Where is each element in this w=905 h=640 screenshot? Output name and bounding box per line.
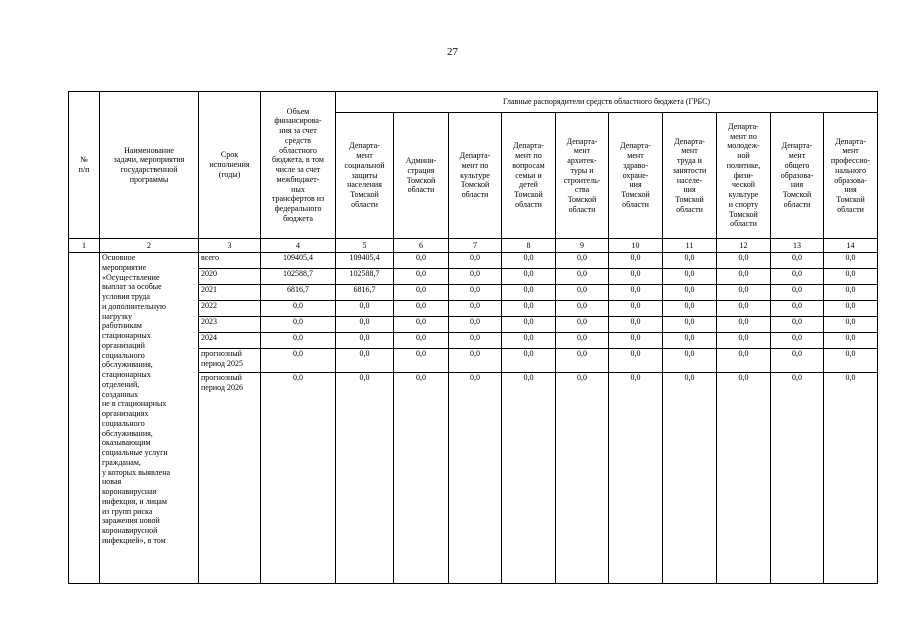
value-cell: 0,0 — [663, 253, 717, 269]
value-cell: 0,0 — [502, 373, 556, 584]
value-cell: 0,0 — [556, 253, 609, 269]
value-cell: 0,0 — [717, 253, 771, 269]
value-cell: 0,0 — [336, 373, 394, 584]
column-number: 11 — [663, 239, 717, 253]
value-cell: 0,0 — [824, 301, 878, 317]
value-cell: 0,0 — [502, 333, 556, 349]
header-department: Департа- мент по культуре Томской области — [449, 113, 502, 239]
header-department: Департа- мент социальной защиты населения Томской области — [336, 113, 394, 239]
row-index-cell — [69, 253, 100, 584]
value-cell: 109405,4 — [336, 253, 394, 269]
value-cell: 0,0 — [824, 269, 878, 285]
value-cell: 0,0 — [394, 269, 449, 285]
value-cell: 0,0 — [717, 333, 771, 349]
value-cell: 0,0 — [261, 373, 336, 584]
period-cell: всего — [199, 253, 261, 269]
column-number: 6 — [394, 239, 449, 253]
header-grbs: Главные распорядители средств областного бюджета (ГРБС) — [336, 92, 878, 113]
value-cell: 0,0 — [449, 301, 502, 317]
value-cell: 0,0 — [824, 349, 878, 373]
value-cell: 0,0 — [556, 373, 609, 584]
period-cell: 2024 — [199, 333, 261, 349]
value-cell: 0,0 — [336, 333, 394, 349]
period-cell: 2021 — [199, 285, 261, 301]
header-department: Департа- мент профессио- нального образова- ния Томской области — [824, 113, 878, 239]
value-cell: 0,0 — [771, 253, 824, 269]
value-cell: 0,0 — [502, 349, 556, 373]
value-cell: 0,0 — [502, 253, 556, 269]
value-cell: 6816,7 — [261, 285, 336, 301]
value-cell: 0,0 — [449, 349, 502, 373]
column-number: 3 — [199, 239, 261, 253]
value-cell: 0,0 — [771, 317, 824, 333]
value-cell: 0,0 — [609, 333, 663, 349]
header-department: Департа- мент труда и занятости населе- ния Томской области — [663, 113, 717, 239]
value-cell: 102588,7 — [336, 269, 394, 285]
value-cell: 0,0 — [771, 333, 824, 349]
value-cell: 0,0 — [824, 285, 878, 301]
value-cell: 0,0 — [824, 333, 878, 349]
value-cell: 0,0 — [717, 349, 771, 373]
value-cell: 0,0 — [502, 301, 556, 317]
value-cell: 0,0 — [394, 349, 449, 373]
value-cell: 0,0 — [502, 317, 556, 333]
value-cell: 0,0 — [556, 269, 609, 285]
value-cell: 0,0 — [449, 373, 502, 584]
value-cell: 0,0 — [717, 301, 771, 317]
value-cell: 0,0 — [663, 373, 717, 584]
column-number: 4 — [261, 239, 336, 253]
header-department: Департа- мент по молодеж- ной политике, физи- ческой культуре и спорту Томской области — [717, 113, 771, 239]
value-cell: 0,0 — [824, 373, 878, 584]
value-cell: 0,0 — [394, 317, 449, 333]
value-cell: 6816,7 — [336, 285, 394, 301]
value-cell: 0,0 — [609, 349, 663, 373]
value-cell: 0,0 — [394, 333, 449, 349]
value-cell: 0,0 — [824, 317, 878, 333]
column-number: 9 — [556, 239, 609, 253]
value-cell: 0,0 — [663, 285, 717, 301]
value-cell: 0,0 — [336, 349, 394, 373]
value-cell: 0,0 — [394, 373, 449, 584]
value-cell: 0,0 — [717, 317, 771, 333]
column-number: 5 — [336, 239, 394, 253]
value-cell: 0,0 — [449, 285, 502, 301]
period-cell: 2023 — [199, 317, 261, 333]
value-cell: 0,0 — [663, 317, 717, 333]
period-cell: прогнозный период 2025 — [199, 349, 261, 373]
value-cell: 0,0 — [336, 317, 394, 333]
header-financing: Объем финансирова- ния за счет средств областного бюджета, в том числе за счет межбюджет- ных трансфертов из федерального бюджета — [261, 92, 336, 239]
column-number: 10 — [609, 239, 663, 253]
header-department: Департа- мент общего образова- ния Томской области — [771, 113, 824, 239]
value-cell: 0,0 — [771, 269, 824, 285]
value-cell: 0,0 — [771, 349, 824, 373]
value-cell: 0,0 — [502, 269, 556, 285]
task-description: Основное мероприятие «Осуществление выплат за особые условия труда и дополнительную нагрузку работникам стационарных организаций социального обслуживания, стационарных отделений, созданных не в стационарных организациях социального обслуживания, оказывающим социальные услуги гражданам, у которых выявлена новая коронавирусная инфекция, и лицам из групп риска заражения новой коронавирусной инфекцией», в том — [100, 253, 199, 584]
value-cell: 0,0 — [449, 253, 502, 269]
value-cell: 0,0 — [261, 301, 336, 317]
value-cell: 0,0 — [717, 269, 771, 285]
period-cell: прогнозный период 2026 — [199, 373, 261, 584]
value-cell: 0,0 — [609, 253, 663, 269]
table-row — [69, 253, 878, 269]
value-cell: 0,0 — [556, 317, 609, 333]
value-cell: 0,0 — [609, 373, 663, 584]
column-number: 8 — [502, 239, 556, 253]
value-cell: 0,0 — [449, 333, 502, 349]
column-number: 12 — [717, 239, 771, 253]
value-cell: 0,0 — [717, 373, 771, 584]
value-cell: 0,0 — [771, 285, 824, 301]
value-cell: 0,0 — [394, 285, 449, 301]
column-number: 1 — [69, 239, 100, 253]
header-number: № п/п — [69, 92, 100, 239]
period-cell: 2022 — [199, 301, 261, 317]
value-cell: 0,0 — [824, 253, 878, 269]
value-cell: 0,0 — [394, 253, 449, 269]
value-cell: 109405,4 — [261, 253, 336, 269]
value-cell: 0,0 — [261, 349, 336, 373]
value-cell: 0,0 — [261, 333, 336, 349]
value-cell: 0,0 — [449, 317, 502, 333]
value-cell: 0,0 — [663, 349, 717, 373]
period-cell: 2020 — [199, 269, 261, 285]
column-number: 14 — [824, 239, 878, 253]
value-cell: 0,0 — [502, 285, 556, 301]
value-cell: 0,0 — [663, 269, 717, 285]
value-cell: 0,0 — [609, 301, 663, 317]
header-department: Департа- мент по вопросам семьи и детей Томской области — [502, 113, 556, 239]
value-cell: 0,0 — [609, 285, 663, 301]
header-department: Департа- мент здраво- охране- ния Томской области — [609, 113, 663, 239]
value-cell: 0,0 — [556, 349, 609, 373]
column-number: 13 — [771, 239, 824, 253]
value-cell: 102588,7 — [261, 269, 336, 285]
value-cell: 0,0 — [336, 301, 394, 317]
value-cell: 0,0 — [663, 301, 717, 317]
header-department: Департа- мент архитек- туры и строитель- ства Томской области — [556, 113, 609, 239]
header-task-name: Наименование задачи, мероприятия государственной программы — [100, 92, 199, 239]
value-cell: 0,0 — [261, 317, 336, 333]
value-cell: 0,0 — [449, 269, 502, 285]
value-cell: 0,0 — [663, 333, 717, 349]
budget-table — [68, 91, 878, 584]
column-number: 2 — [100, 239, 199, 253]
page-number: 27 — [447, 46, 458, 58]
value-cell: 0,0 — [717, 285, 771, 301]
value-cell: 0,0 — [609, 317, 663, 333]
value-cell: 0,0 — [609, 269, 663, 285]
value-cell: 0,0 — [771, 301, 824, 317]
value-cell: 0,0 — [556, 301, 609, 317]
header-period: Срок исполнения (годы) — [199, 92, 261, 239]
value-cell: 0,0 — [394, 301, 449, 317]
value-cell: 0,0 — [556, 333, 609, 349]
value-cell: 0,0 — [771, 373, 824, 584]
column-number: 7 — [449, 239, 502, 253]
value-cell: 0,0 — [556, 285, 609, 301]
header-department: Админи- страция Томской области — [394, 113, 449, 239]
